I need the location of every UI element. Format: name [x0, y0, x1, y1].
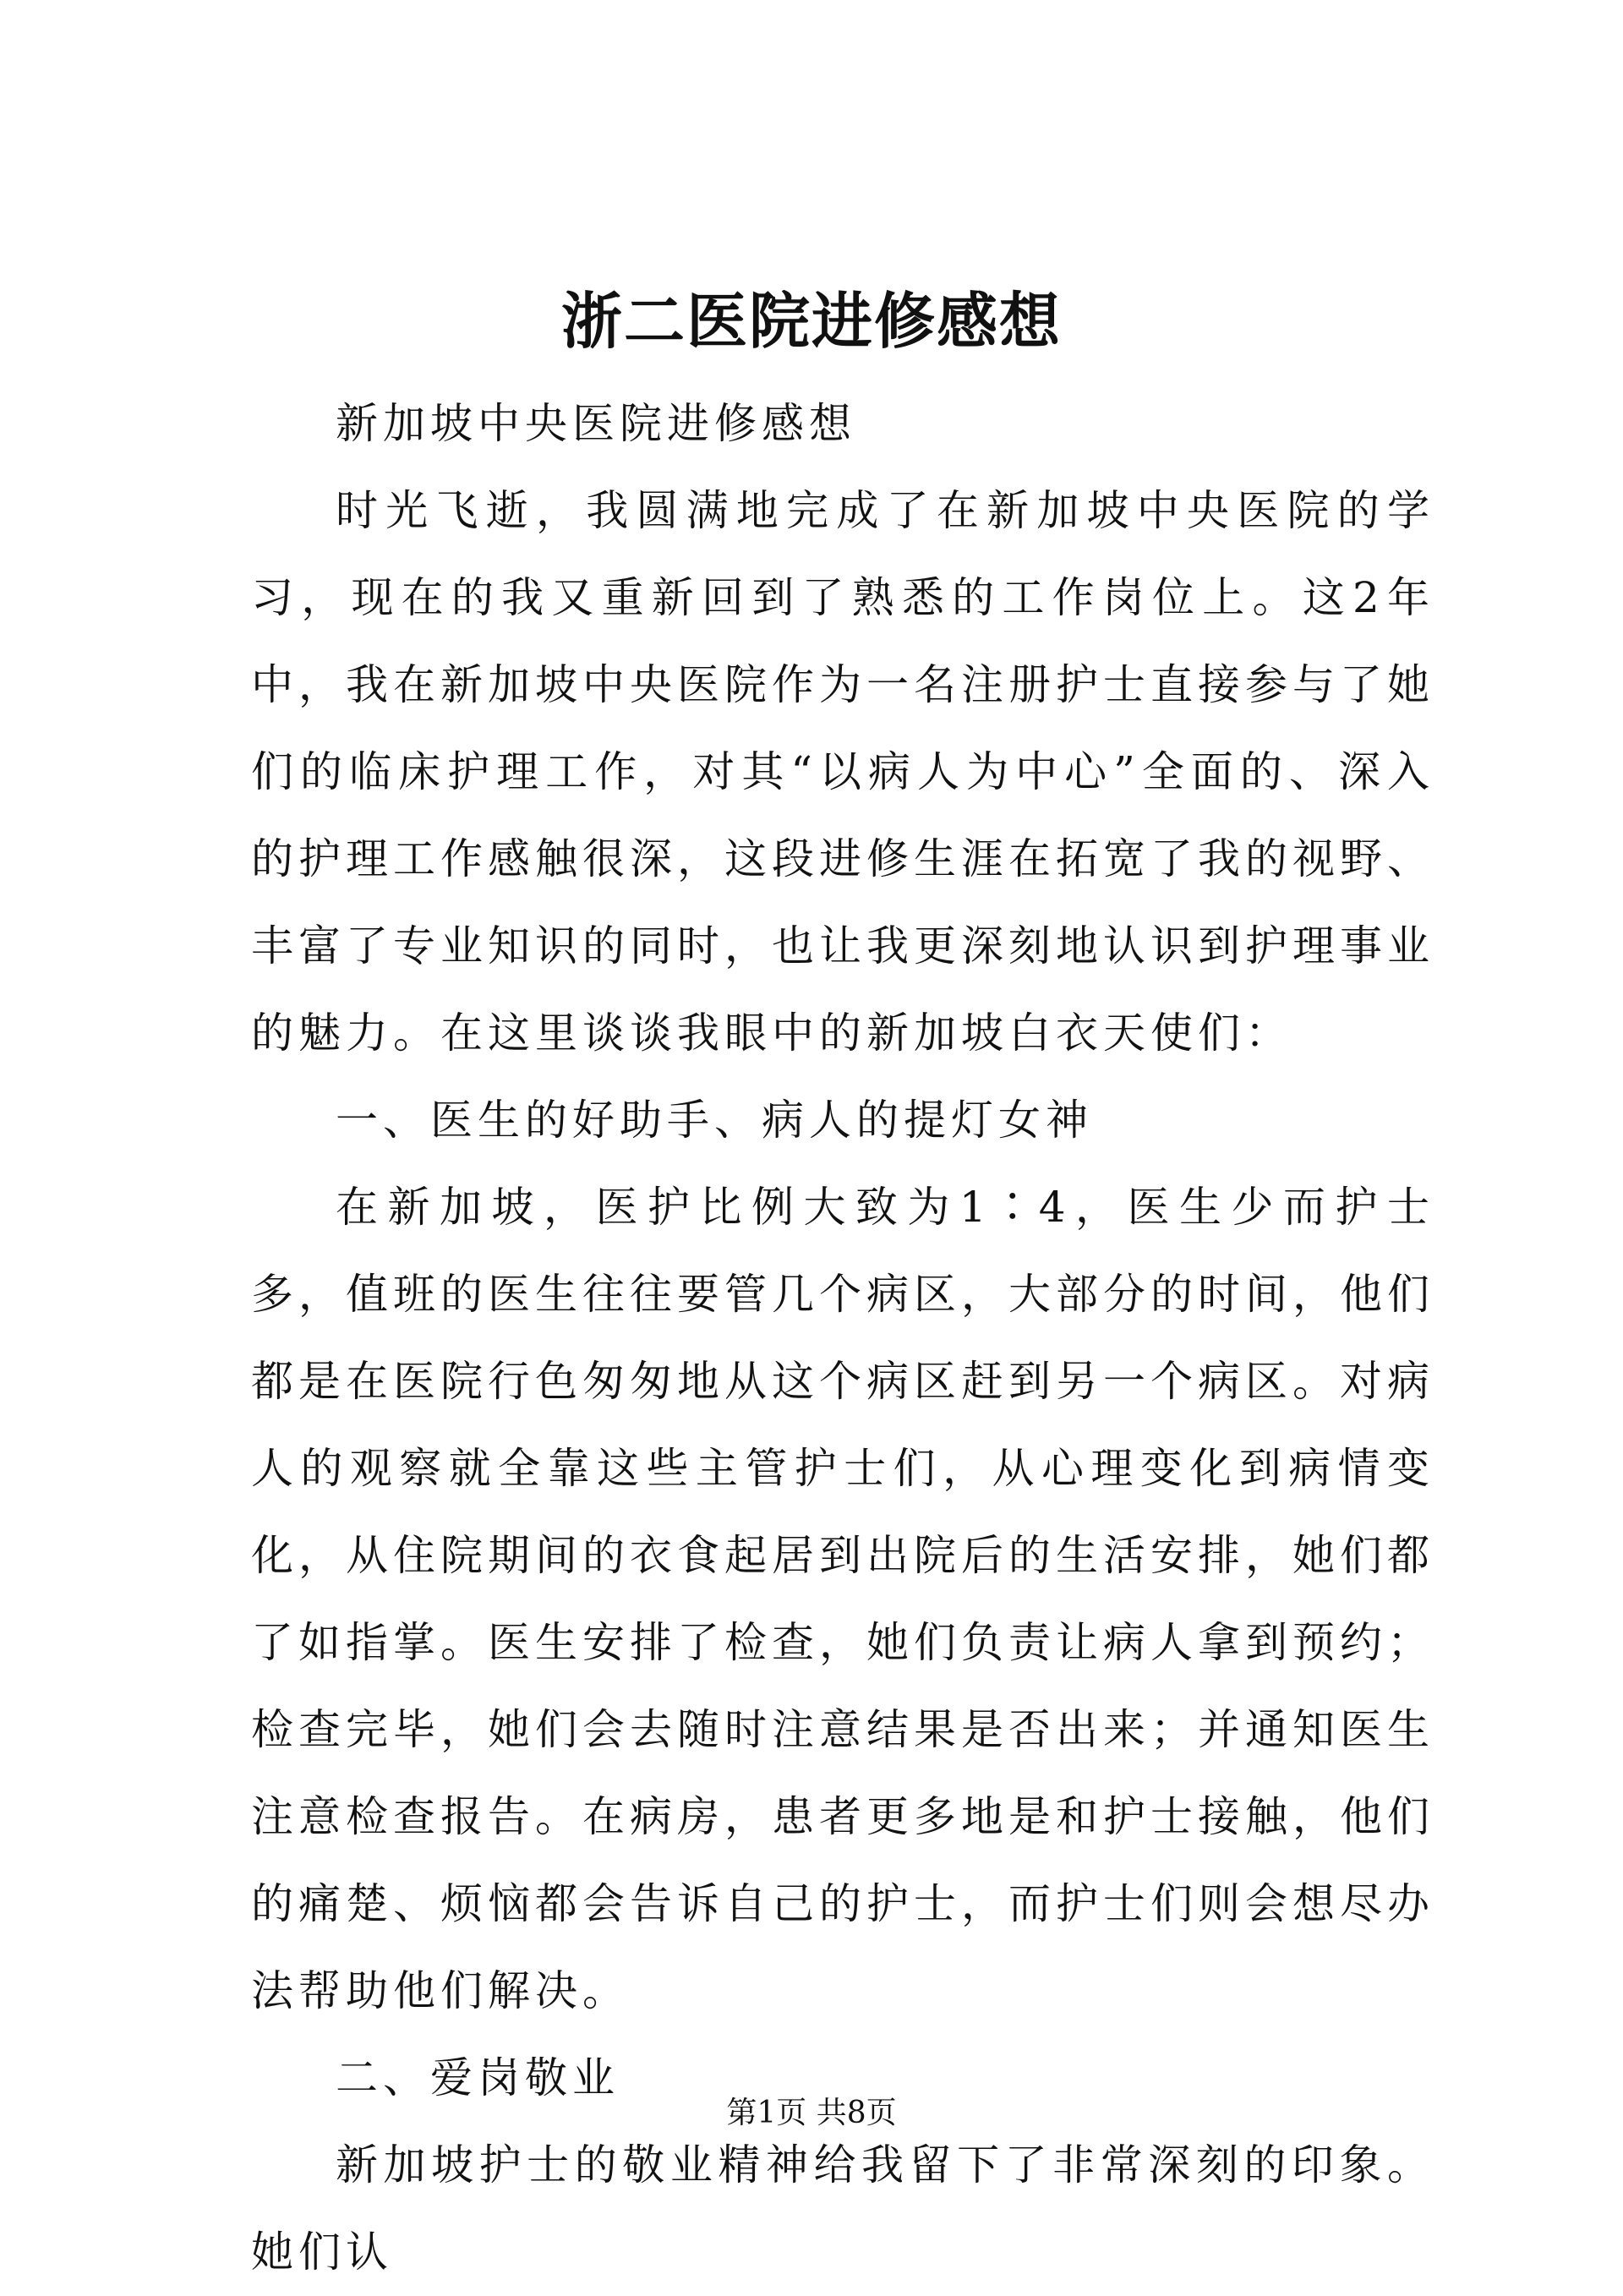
page-number-footer: 第1页 共8页	[726, 2096, 897, 2130]
paragraph-section-1: 在新加坡，医护比例大致为1∶4，医生少而护士多，值班的医生往往要管几个病区，大部分的时间，他们都是在医院行色匆匆地从这个病区赶到另一个病区。对病人的观察就全靠这些主管护士们，从心理变化到病情变化，从住院期间的衣食起居到出院后的生活安排，她们都了如指掌。医生安排了检查，她们负责让病人拿到预约；检查完毕，她们会去随时注意结果是否出来；并通知医生注意检查报告。在病房，患者更多地是和护士接触，他们的痛楚、烦恼都会告诉自己的护士，而护士们则会想尽办法帮助他们解决。	[251, 1183, 1434, 2015]
document-title: 浙二医院进修感想	[560, 285, 1062, 357]
document-subtitle: 新加坡中央医院进修感想	[336, 399, 856, 448]
paragraph-intro: 时光飞逝，我圆满地完成了在新加坡中央医院的学习，现在的我又重新回到了熟悉的工作岗位上。这2年中，我在新加坡中央医院作为一名注册护士直接参与了她们的临床护理工作，对其“以病人为中心”全面的、深入的护理工作感触很深，这段进修生涯在拓宽了我的视野、丰富了专业知识的同时，也让我更深刻地认识到护理事业的魅力。在这里谈谈我眼中的新加坡白衣天使们：	[251, 486, 1434, 1058]
paragraph-section-2: 新加坡护士的敬业精神给我留下了非常深刻的印象。她们认	[251, 2140, 1434, 2277]
document-body	[251, 380, 1434, 2296]
section-heading-1: 一、医生的好助手、病人的提灯女神	[336, 1096, 1093, 1145]
section-heading-2: 二、爱岗敬业	[336, 2053, 620, 2102]
